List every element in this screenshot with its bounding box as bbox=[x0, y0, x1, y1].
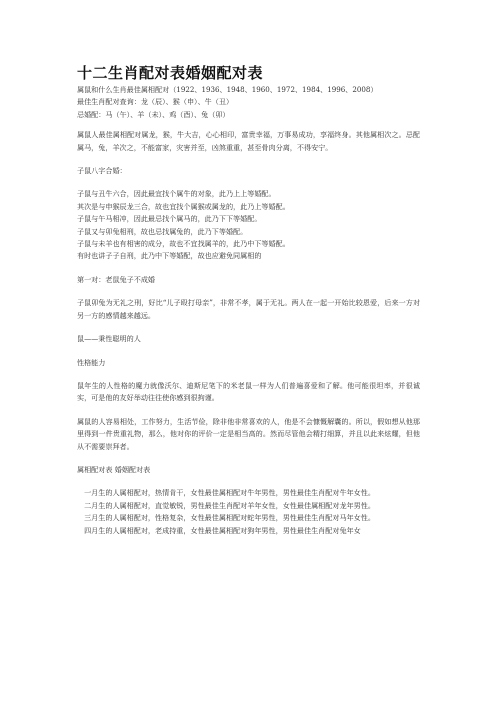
section-heading-rat: 鼠——秉性聪明的人 bbox=[77, 334, 141, 344]
paragraph-ability-1: 鼠年生的人性格的魔力就像沃尔、迪斯尼笔下的米老鼠一样为人们普遍喜爱和了解。他可能很坦率，并很诚实，可是他的友好举动往往使你感到很拘谨。 bbox=[77, 380, 420, 403]
month-line: 二月生的人属相配对，直觉敏锐，男性最佳生肖配对羊年女性，女性最佳属相配对龙年男性。 bbox=[84, 500, 375, 510]
document-title: 十二生肖配对表婚姻配对表 bbox=[77, 64, 264, 82]
section-heading-ability: 性格能力 bbox=[77, 357, 106, 367]
month-line: 四月生的人属相配对，老成持重，女性最佳属相配对狗年男性，男性最佳生肖配对兔年女 bbox=[84, 525, 361, 535]
paragraph-best-match: 属鼠人最佳属相配对属龙，猴，牛大吉，心心相印，富贵幸福，万事易成功，享福终身。其他属相次之。忌配属马，兔，羊次之，不能富家，灾害并至，凶煞重重，甚至骨肉分离，不得安宁。 bbox=[77, 130, 420, 152]
section-heading-table: 属相配对表 婚姻配对表 bbox=[77, 464, 151, 474]
section-heading-pair1: 第一对：老鼠兔子不成婚 bbox=[77, 274, 156, 284]
bazi-line: 子鼠与丑牛六合，因此最宜找个属牛的对象，此乃上上等婚配。 bbox=[77, 189, 276, 199]
month-line: 一月生的人属相配对，热情肯干，女性最佳属相配对牛年男性，男性最佳生肖配对牛年女性。 bbox=[84, 488, 375, 498]
intro-line: 忌婚配：马（午）、羊（未）、鸡（酉）、兔（卯） bbox=[77, 109, 230, 119]
intro-line: 最佳生肖配对查询：龙（辰）、猴（申）、牛（丑） bbox=[77, 97, 234, 107]
bazi-line: 子鼠又与卯兔相刑，故也忌找属兔的，此乃下等婚配。 bbox=[77, 226, 248, 236]
document-body bbox=[77, 84, 420, 537]
bazi-line: 其次是与申猴辰龙三合，故也宜找个属猴或属龙的，此乃上等婚配。 bbox=[77, 201, 290, 211]
bazi-line: 有时也讲子子自刑，此乃中下等婚配，故也应避免同属相的 bbox=[77, 251, 262, 261]
bazi-line: 子鼠与午马相冲，因此最忌找个属马的，此乃下下等婚配。 bbox=[77, 214, 262, 224]
paragraph-pair1: 子鼠卯兔为无礼之刑，好比“儿子殴打母亲”，非常不孝，属于无礼。两人在一起一开始比较恩爱，后来一方对另一方的感情越来越远。 bbox=[77, 298, 420, 320]
month-line: 三月生的人属相配对，性格复杂，女性最佳属相配对蛇年男性，男性最佳生肖配对马年女性。 bbox=[84, 513, 375, 523]
intro-line: 属鼠和什么生肖最佳属相配对（1922、1936、1948、1960、1972、1984、1996、2008） bbox=[77, 85, 378, 94]
bazi-line: 子鼠与未羊也有相害的成分，故也不宜找属羊的，此乃中下等婚配。 bbox=[77, 239, 290, 249]
paragraph-ability-2: 属鼠的人容易相处，工作努力，生活节俭，除非他非常喜欢的人，他是不会慷慨解囊的。所以，假如想从他那里得到一件贵重礼物，那么，他对你的评价一定是相当高的。然而尽管他会精打细算，并且以此来炫耀，但他从不需要崇拜者。 bbox=[77, 416, 420, 451]
section-heading-bazi: 子鼠八字合婚： bbox=[77, 166, 127, 176]
